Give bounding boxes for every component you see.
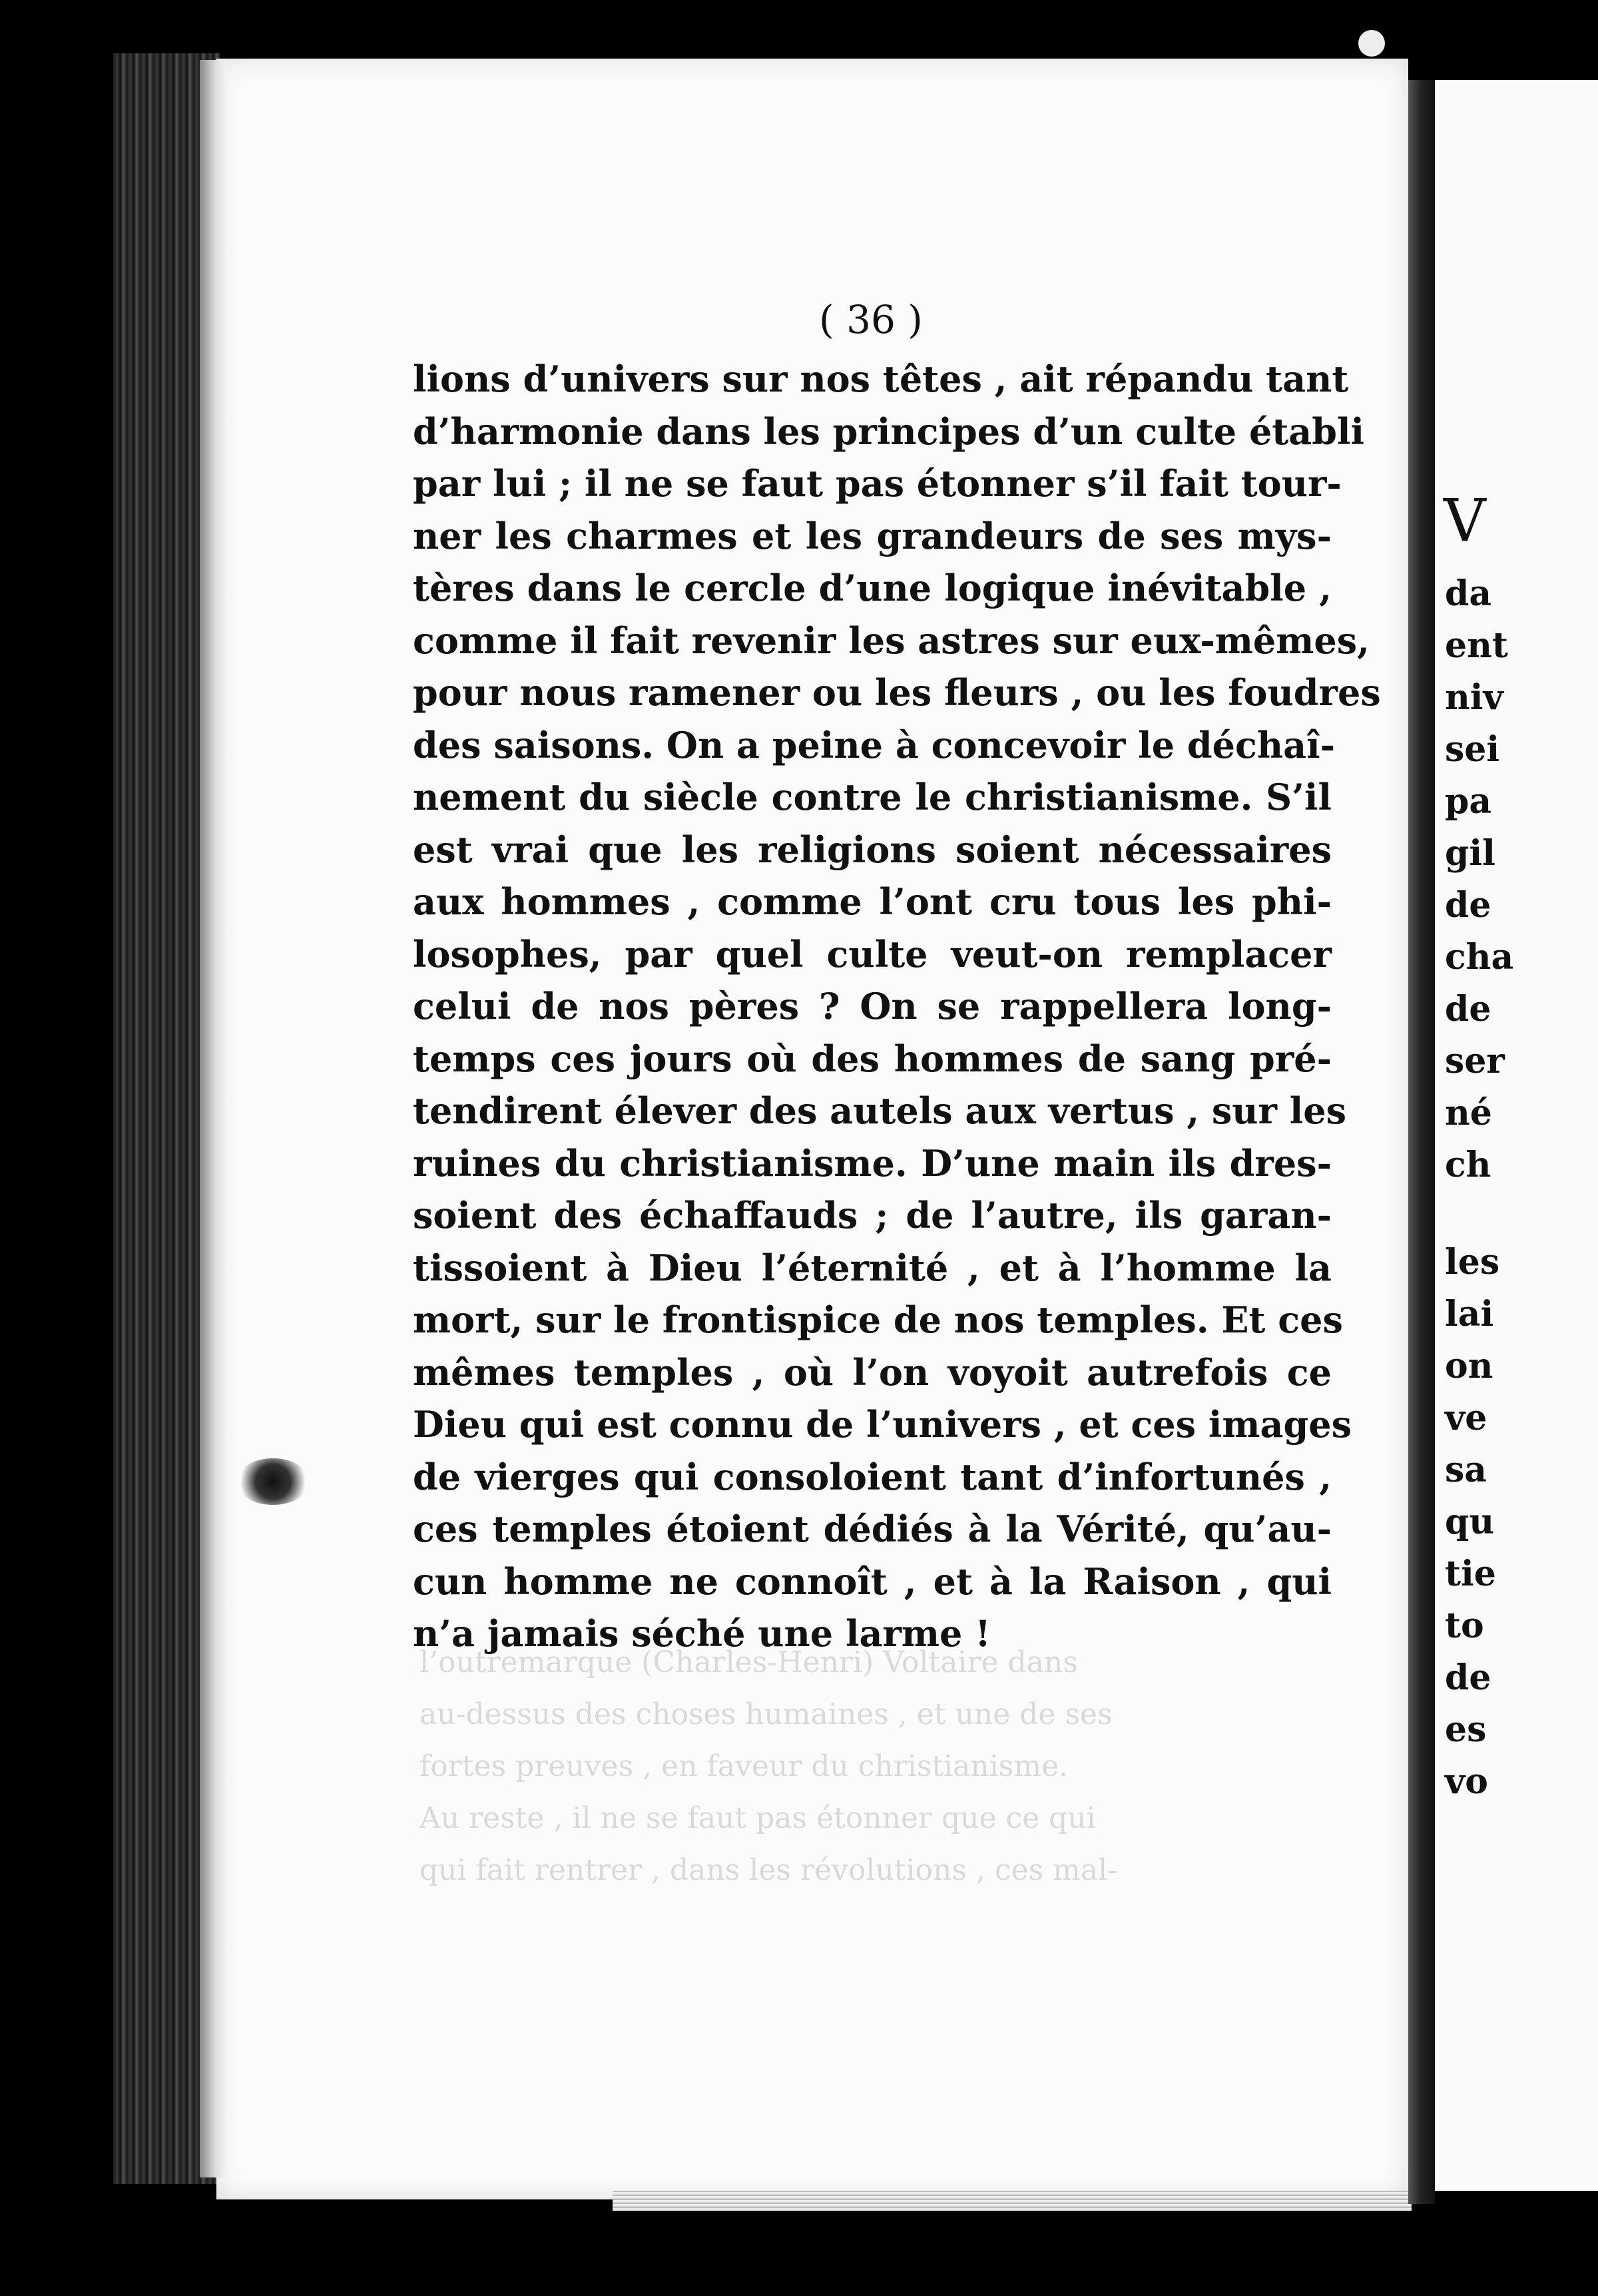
facing-page-fragment: gil [1445, 833, 1495, 874]
facing-page-fragment: vo [1445, 1761, 1488, 1802]
text-line: tères dans le cercle d’une logique inévitable , [413, 567, 1332, 609]
bleed-through-line: l’outremarque (Charles-Henri) Voltaire dans [419, 1645, 1078, 1679]
text-line: comme il fait revenir les astres sur eux-mêmes, [413, 619, 1370, 662]
facing-page-fragment: es [1445, 1709, 1487, 1750]
text-line: soient des échaffauds ; de l’autre, ils garan- [413, 1194, 1332, 1237]
text-line: ner les charmes et les grandeurs de ses mys- [413, 514, 1332, 557]
facing-page-fragment: les [1445, 1242, 1500, 1283]
text-line: cun homme ne connoît , et à la Raison , qui [413, 1560, 1332, 1603]
text-line: celui de nos pères ? On se rappellera long- [413, 985, 1332, 1027]
bleed-through-line: au-dessus des choses humaines , et une de ses [419, 1697, 1113, 1731]
page-number: ( 36 ) [819, 297, 923, 342]
text-line: aux hommes , comme l’ont cru tous les phi- [413, 880, 1332, 923]
text-line: n’a jamais séché une larme ! [413, 1612, 991, 1655]
facing-page-fragment: to [1445, 1605, 1484, 1646]
text-line: temps ces jours où des hommes de sang pré- [413, 1037, 1332, 1080]
text-line: losophes, par quel culte veut-on remplacer [413, 932, 1332, 976]
page-fore-edge [200, 60, 226, 2177]
facing-page-fragment: qu [1445, 1502, 1495, 1542]
ink-stain [236, 1458, 310, 1505]
facing-page-fragment: ch [1445, 1145, 1491, 1185]
text-line: ruines du christianisme. D’une main ils dres- [413, 1141, 1332, 1185]
facing-page-fragment: de [1445, 989, 1491, 1029]
facing-page-fragment: sa [1445, 1450, 1487, 1490]
facing-page-fragment: sei [1445, 729, 1500, 770]
scan-mark [1358, 30, 1385, 57]
facing-page-drop-cap: V [1444, 486, 1486, 555]
page-gutter [1408, 80, 1435, 2204]
facing-page-fragment: ent [1445, 625, 1508, 666]
facing-page-fragment: da [1445, 573, 1492, 614]
text-line: d’harmonie dans les principes d’un culte établi [413, 410, 1365, 453]
facing-page-fragment: on [1445, 1346, 1493, 1386]
facing-page-fragment: niv [1445, 677, 1503, 718]
page-body-text [413, 353, 1381, 1660]
page-bottom-edge [613, 2191, 1412, 2211]
facing-page-fragment: lai [1445, 1294, 1494, 1334]
text-line: tendirent élever des autels aux vertus , sur les [413, 1089, 1347, 1132]
bleed-through-line: fortes preuves , en faveur du christianisme. [419, 1749, 1069, 1783]
text-line: ces temples étoient dédiés à la Vérité, qu’au- [413, 1508, 1332, 1550]
facing-page [1435, 80, 1598, 2191]
facing-page-fragment: pa [1445, 781, 1492, 822]
text-line: mêmes temples , où l’on voyoit autrefois ce [413, 1350, 1332, 1394]
text-line: nement du siècle contre le christianisme. S’il [413, 776, 1332, 818]
text-line: de vierges qui consoloient tant d’infortunés , [413, 1455, 1332, 1498]
facing-page-fragment: tie [1445, 1554, 1496, 1594]
bleed-through-line: qui fait rentrer , dans les révolutions , ces mal- [419, 1853, 1118, 1887]
facing-page-fragment: cha [1445, 937, 1514, 978]
text-line: pour nous ramener ou les fleurs , ou les foudres [413, 671, 1381, 714]
facing-page-fragment: ve [1445, 1398, 1487, 1438]
text-line: lions d’univers sur nos têtes , ait répandu tant [413, 358, 1349, 400]
text-line: par lui ; il ne se faut pas étonner s’il fait tour- [413, 462, 1342, 505]
facing-page-fragment: ser [1445, 1041, 1505, 1081]
bleed-through-line: Au reste , il ne se faut pas étonner que ce qui [419, 1801, 1096, 1835]
text-line: est vrai que les religions soient nécessaires [413, 828, 1332, 871]
facing-page-fragment: de [1445, 885, 1491, 926]
facing-page-fragment: de [1445, 1657, 1491, 1698]
text-line: tissoient à Dieu l’éternité , et à l’homme la [413, 1246, 1332, 1289]
text-line: des saisons. On a peine à concevoir le déchaî- [413, 723, 1336, 766]
facing-page-fragment: né [1445, 1093, 1492, 1133]
text-line: mort, sur le frontispice de nos temples. Et ces [413, 1298, 1343, 1341]
text-line: Dieu qui est connu de l’univers , et ces images [413, 1403, 1352, 1446]
